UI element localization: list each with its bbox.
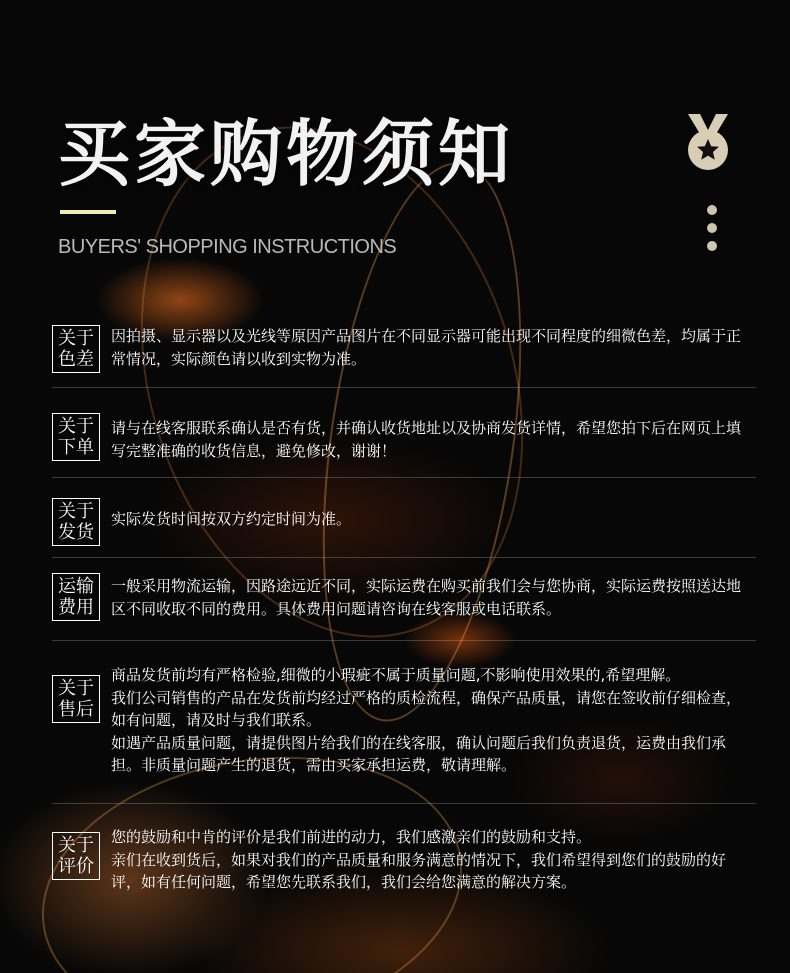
section-paragraph: 请与在线客服联系确认是否有货，并确认收货地址以及协商发货详情，希望您拍下后在网页上填写完整准确的收货信息，避免修改，谢谢！ bbox=[111, 419, 742, 460]
section-tag-line: 售后 bbox=[58, 699, 94, 720]
medal-star-icon bbox=[684, 112, 732, 172]
page-subtitle: BUYERS' SHOPPING INSTRUCTIONS bbox=[58, 236, 397, 258]
section-paragraph: 商品发货前均有严格检验,细微的小瑕疵不属于质量问题,不影响使用效果的,希望理解。 bbox=[111, 666, 681, 684]
title-underline bbox=[60, 210, 116, 214]
section-divider bbox=[52, 640, 756, 641]
section-tag bbox=[52, 573, 100, 621]
section-tag bbox=[52, 325, 100, 373]
section-text bbox=[111, 325, 747, 370]
instruction-section bbox=[52, 664, 752, 786]
section-tag bbox=[52, 832, 100, 880]
section-paragraph: 亲们在收到货后，如果对我们的产品质量和服务满意的情况下，我们希望得到您们的鼓励的好评，如有任何问题，希望您先联系我们，我们会给您满意的解决方案。 bbox=[111, 850, 727, 891]
section-tag bbox=[52, 413, 100, 461]
section-tag-line: 关于 bbox=[58, 678, 94, 699]
section-tag-line: 色差 bbox=[58, 349, 94, 370]
section-paragraph: 如遇产品质量问题，请提供图片给我们的在线客服，确认问题后我们负责退货，运费由我们承担。非质量问题产生的退货，需由买家承担运费，敬请理解。 bbox=[111, 733, 727, 774]
section-text bbox=[111, 826, 747, 894]
section-tag-line: 发货 bbox=[58, 522, 94, 543]
section-paragraph: 因拍摄、显示器以及光线等原因产品图片在不同显示器可能出现不同程度的细微色差，均属于正常情况，实际颜色请以收到实物为准。 bbox=[111, 327, 742, 368]
section-tag-line: 评价 bbox=[58, 856, 94, 877]
section-text bbox=[111, 417, 747, 462]
section-paragraph: 您的鼓励和中肯的评价是我们前进的动力，我们感激亲们的鼓励和支持。 bbox=[111, 828, 592, 846]
section-tag bbox=[52, 675, 100, 723]
section-text bbox=[111, 664, 747, 777]
section-paragraph: 一般采用物流运输，因路途远近不同，实际运费在购买前我们会与您协商，实际运费按照送达地区不同收取不同的费用。具体费用问题请咨询在线客服或电话联系。 bbox=[111, 577, 742, 618]
section-divider bbox=[52, 803, 756, 804]
section-divider bbox=[52, 387, 756, 388]
section-tag-line: 运输 bbox=[58, 576, 94, 597]
instruction-section bbox=[52, 320, 752, 380]
section-tag-line: 关于 bbox=[58, 835, 94, 856]
section-divider bbox=[52, 477, 756, 478]
section-tag-line: 关于 bbox=[58, 416, 94, 437]
instruction-section bbox=[52, 494, 752, 550]
section-divider bbox=[52, 557, 756, 558]
section-tag bbox=[52, 498, 100, 546]
dots-decoration bbox=[707, 205, 719, 253]
section-tag-line: 费用 bbox=[58, 597, 94, 618]
instruction-section bbox=[52, 410, 752, 470]
section-tag-line: 关于 bbox=[58, 328, 94, 349]
page-title: 买家购物须知 bbox=[58, 112, 515, 196]
section-tag-line: 关于 bbox=[58, 501, 94, 522]
instruction-section bbox=[52, 572, 752, 632]
section-paragraph: 我们公司销售的产品在发货前均经过严格的质检流程，确保产品质量，请您在签收前仔细检查，如有问题，请及时与我们联系。 bbox=[111, 688, 742, 729]
section-text bbox=[111, 508, 747, 531]
section-text bbox=[111, 575, 747, 620]
instruction-section bbox=[52, 826, 752, 894]
section-tag-line: 下单 bbox=[58, 437, 94, 458]
section-paragraph: 实际发货时间按双方约定时间为准。 bbox=[111, 510, 352, 528]
